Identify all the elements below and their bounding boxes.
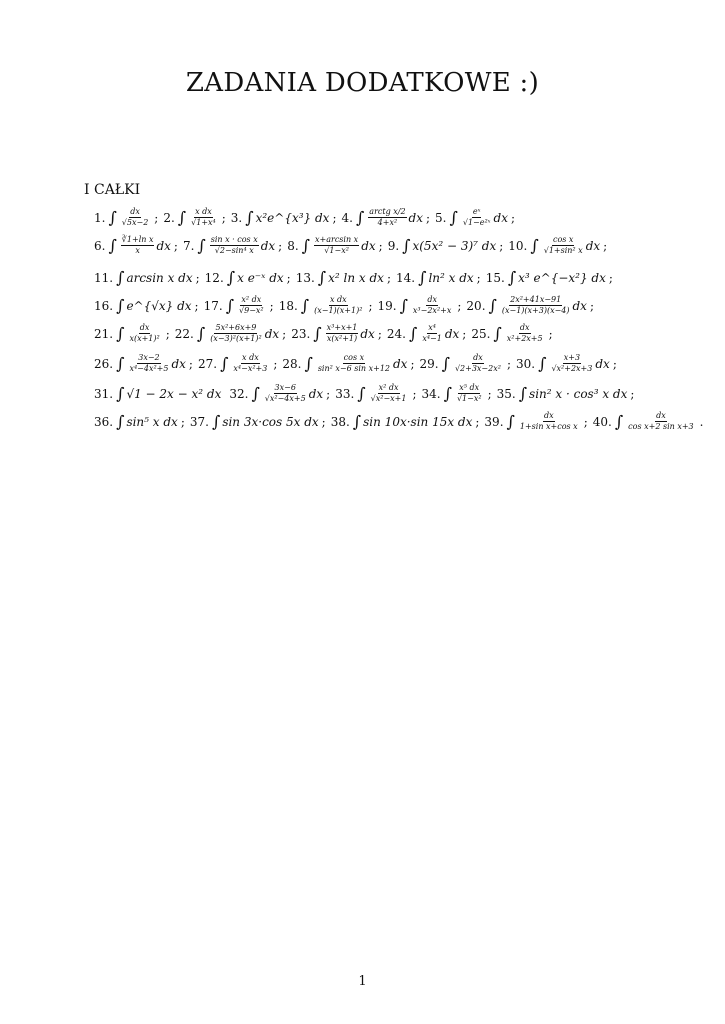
integral-problem [231, 208, 342, 227]
separator: ; [583, 414, 588, 429]
problem-number: 8. [287, 238, 299, 253]
integral-sign-icon: ∫ [506, 412, 515, 431]
numerator: dx [130, 207, 140, 216]
problem-number: 14. [396, 270, 416, 285]
problem-number: 15. [485, 270, 505, 285]
denominator: x⁴−x²+3 [233, 364, 268, 373]
fraction [238, 296, 265, 315]
numerator: 3x−6 [274, 383, 296, 392]
numerator: x² dx [241, 295, 262, 304]
separator: ; [410, 356, 415, 371]
numerator: x⁴ [428, 323, 436, 332]
problem-number: 35. [496, 386, 516, 401]
denominator: (x−1)(x+3)(x−4) [501, 306, 570, 315]
integrand: x(5x² − 3)⁷ dx [412, 238, 497, 253]
problem-number: 6. [94, 238, 106, 253]
problem-number: 27. [197, 356, 218, 371]
numerator: x dx [195, 207, 212, 216]
integral-problem [163, 208, 230, 227]
integral-problem [508, 236, 612, 255]
integral-problem [198, 354, 282, 373]
fraction [121, 208, 150, 227]
separator: ; [499, 238, 504, 253]
fraction [550, 354, 593, 373]
integral-problem [94, 268, 205, 287]
integrand: sin² x · cos³ x dx [529, 386, 628, 401]
differential: dx [444, 326, 460, 341]
integral-problem [94, 354, 198, 373]
numerator: dx [139, 323, 150, 332]
separator: ; [269, 298, 274, 313]
integral-sign-icon: ∫ [116, 324, 125, 343]
separator: ; [154, 210, 159, 225]
numerator: dx [473, 353, 483, 362]
denominator: √5x−2 [121, 218, 149, 227]
fraction [313, 296, 363, 315]
fraction [454, 354, 502, 373]
separator: ; [426, 210, 431, 225]
separator: ; [368, 298, 373, 313]
integrand: sin 3x·cos 5x dx [222, 414, 319, 429]
fraction [370, 384, 408, 403]
differential: dx [408, 210, 423, 225]
fraction [462, 208, 492, 227]
integral-sign-icon: ∫ [507, 268, 517, 287]
problem-number: 36. [94, 414, 114, 429]
page-number: 1 [358, 974, 367, 989]
integral-problem [342, 208, 436, 227]
denominator: √x²−x+1 [370, 394, 407, 403]
fraction [121, 236, 155, 255]
fraction [326, 324, 359, 343]
separator: ; [506, 356, 511, 371]
problem-number: 28. [282, 356, 302, 371]
problem-number: 1. [94, 210, 106, 225]
integral-problem [466, 296, 599, 315]
problem-number: 7. [182, 238, 195, 253]
integral-problem [471, 324, 557, 343]
problem-number: 16. [94, 298, 114, 313]
denominator: √1−x² [324, 246, 349, 255]
integrand: e^{√x} dx [126, 298, 192, 313]
integral-sign-icon: ∫ [530, 236, 539, 255]
separator: ; [221, 210, 226, 225]
integral-sign-icon: ∫ [352, 412, 362, 431]
problem-number: 10. [508, 238, 528, 253]
integral-sign-icon: ∫ [538, 354, 547, 373]
problem-number: 23. [291, 326, 311, 341]
separator: ; [475, 414, 480, 429]
integral-sign-icon: ∫ [304, 354, 313, 373]
problem-number: 18. [278, 298, 298, 313]
numerator: eˣ [472, 207, 481, 216]
denominator: √1−x² [456, 394, 482, 403]
integral-sign-icon: ∫ [418, 268, 427, 287]
numerator: dx [519, 323, 530, 332]
integral-problem [279, 296, 378, 315]
integrand: x²e^{x³} dx [255, 210, 330, 225]
numerator: sin x · cos x [210, 235, 258, 244]
numerator: arctg x/2 [369, 207, 406, 216]
integral-sign-icon: ∫ [108, 208, 117, 227]
denominator: √1+sin² x [543, 246, 583, 255]
integrand: x³ e^{−x²} dx [518, 270, 606, 285]
integral-sign-icon: ∫ [518, 384, 528, 403]
integrand: x e⁻ˣ dx [237, 270, 284, 285]
differential: dx [264, 326, 280, 341]
integral-problem [94, 384, 229, 403]
problem-number: 5. [435, 210, 447, 225]
integral-sign-icon: ∫ [408, 324, 418, 343]
integral-problem [387, 324, 471, 343]
separator: ; [510, 210, 516, 225]
denominator: √9−x² [239, 306, 264, 315]
separator: ; [487, 386, 492, 401]
integral-sign-icon: ∫ [313, 324, 322, 343]
integral-problem [183, 236, 287, 255]
integral-sign-icon: ∫ [225, 296, 235, 315]
integrand: sin 10x·sin 15x dx [363, 414, 473, 429]
integral-problem [296, 268, 396, 287]
differential: dx [360, 326, 375, 341]
problem-number: 3. [230, 210, 243, 225]
denominator: √1+x⁴ [191, 218, 216, 227]
denominator: x²+2x+5 [506, 334, 543, 343]
integrand: x² ln x dx [328, 270, 384, 285]
integral-sign-icon: ∫ [177, 208, 187, 227]
differential: dx [585, 238, 601, 253]
problem-number: 12. [204, 270, 224, 285]
fraction [421, 324, 443, 343]
integral-sign-icon: ∫ [300, 296, 310, 315]
differential: dx [393, 356, 408, 371]
separator: ; [589, 298, 594, 313]
separator: ; [273, 356, 278, 371]
denominator: 4+x² [377, 218, 398, 227]
denominator: sin² x−6 sin x+12 [317, 364, 390, 373]
fraction [627, 412, 694, 431]
integral-sign-icon: ∫ [197, 236, 206, 255]
differential: dx [156, 238, 171, 253]
integral-sign-icon: ∫ [108, 236, 117, 255]
integral-problem [94, 296, 204, 315]
problem-number: 22. [174, 326, 194, 341]
separator: ; [378, 238, 383, 253]
integral-problem [484, 412, 592, 431]
integral-sign-icon: ∫ [116, 296, 125, 315]
separator: ; [282, 326, 287, 341]
problem-number: 39. [484, 414, 504, 429]
numerator: dx [543, 411, 554, 420]
integral-sign-icon: ∫ [355, 208, 365, 227]
integral-problem [486, 268, 618, 287]
integral-problem [422, 384, 497, 403]
problem-line [94, 354, 622, 373]
integral-problem [282, 354, 419, 373]
integral-problem [94, 208, 163, 227]
denominator: cos x+2 sin x+3 [628, 422, 694, 431]
integral-problem [435, 208, 520, 227]
separator: ; [332, 210, 337, 225]
numerator: dx [656, 411, 666, 420]
numerator: x dx [242, 353, 259, 362]
problem-number: 24. [386, 326, 406, 341]
denominator: (x−1)(x+1)² [314, 306, 363, 315]
problem-line [94, 384, 639, 403]
fraction [456, 384, 483, 403]
problem-number: 19. [377, 298, 397, 313]
differential: dx [361, 238, 376, 253]
separator: ; [548, 326, 553, 341]
integral-sign-icon: ∫ [402, 236, 411, 255]
integral-sign-icon: ∫ [211, 412, 221, 431]
separator: ; [195, 270, 200, 285]
section-heading: I CAŁKI [84, 182, 141, 198]
problem-number: 32. [229, 386, 249, 401]
integral-problem [335, 384, 421, 403]
integral-problem [175, 324, 291, 343]
integral-sign-icon: ∫ [245, 208, 254, 227]
integral-problem [396, 268, 486, 287]
separator: ; [412, 386, 417, 401]
problem-number: 17. [203, 298, 223, 313]
fraction [317, 354, 391, 373]
integral-sign-icon: ∫ [493, 324, 502, 343]
numerator: x+3 [563, 353, 581, 362]
differential: dx [171, 356, 186, 371]
denominator: x⁴−4x²+5 [129, 364, 169, 373]
integral-problem [388, 236, 509, 255]
problem-number: 31. [94, 386, 114, 401]
fraction [519, 412, 579, 431]
differential: dx [572, 298, 587, 313]
integral-sign-icon: ∫ [443, 384, 452, 403]
integral-problem [377, 296, 466, 315]
integrand: sin⁵ x dx [126, 414, 178, 429]
problem-line [94, 208, 520, 227]
integral-sign-icon: ∫ [317, 268, 327, 287]
fraction [232, 354, 268, 373]
numerator: ∛1+ln x [121, 235, 154, 244]
denominator: (x−3)²(x+1)² [210, 334, 262, 343]
fraction [506, 324, 544, 343]
separator: ; [630, 386, 635, 401]
numerator: x dx [329, 295, 347, 304]
problem-line [94, 324, 558, 343]
fraction [368, 208, 406, 227]
separator: ; [278, 238, 283, 253]
separator: ; [386, 270, 391, 285]
integral-problem [190, 412, 331, 431]
problem-line [94, 268, 618, 287]
integral-problem [205, 268, 296, 287]
integral-sign-icon: ∫ [441, 354, 450, 373]
fraction [128, 324, 160, 343]
integral-sign-icon: ∫ [614, 412, 624, 431]
separator: ; [326, 386, 331, 401]
numerator: 2x²+41x−91 [510, 295, 562, 304]
problem-number: 20. [466, 298, 486, 313]
integral-sign-icon: ∫ [116, 384, 125, 403]
denominator: √x²−4x+5 [264, 394, 306, 403]
separator: ; [603, 238, 608, 253]
problem-number: 34. [421, 386, 441, 401]
integral-sign-icon: ∫ [116, 354, 125, 373]
integral-sign-icon: ∫ [399, 296, 408, 315]
problem-number: 29. [419, 356, 439, 371]
integral-problem [331, 412, 485, 431]
differential: dx [308, 386, 324, 401]
separator: ; [165, 326, 170, 341]
integrand: arcsin x dx [126, 270, 193, 285]
denominator: x³−2x²+x [412, 306, 452, 315]
denominator: √2+3x−2x² [454, 364, 501, 373]
numerator: cos x [552, 235, 574, 244]
integral-sign-icon: ∫ [251, 384, 260, 403]
integral-problem [516, 354, 622, 373]
separator: ; [608, 270, 613, 285]
separator: ; [476, 270, 481, 285]
integral-problem [229, 384, 335, 403]
problem-number: 37. [189, 414, 209, 429]
integral-problem [94, 412, 190, 431]
numerator: x³+x+1 [326, 323, 358, 332]
differential: dx [595, 356, 610, 371]
denominator: x(x+1)² [129, 334, 160, 343]
fraction [412, 296, 452, 315]
integral-problem [94, 324, 175, 343]
separator: . [699, 414, 704, 429]
fraction [543, 236, 584, 255]
problem-number: 30. [516, 356, 536, 371]
numerator: x⁵ dx [459, 383, 480, 392]
integral-sign-icon: ∫ [301, 236, 311, 255]
integral-sign-icon: ∫ [116, 268, 125, 287]
numerator: cos x [343, 353, 365, 362]
numerator: x+arcsin x [315, 235, 359, 244]
denominator: √2−sin⁴ x [214, 246, 254, 255]
integral-problem [204, 296, 279, 315]
problem-number: 2. [163, 210, 175, 225]
problem-number: 11. [94, 270, 114, 285]
problem-line [94, 236, 612, 255]
denominator: x [135, 246, 140, 255]
integral-problem [94, 236, 183, 255]
separator: ; [173, 238, 178, 253]
integrand: √1 − 2x − x² dx [126, 386, 222, 401]
fraction [190, 208, 217, 227]
document-title: ZADANIA DODATKOWE :) [185, 68, 540, 98]
problem-number: 26. [94, 356, 114, 371]
numerator: 3x−2 [138, 353, 160, 362]
integral-sign-icon: ∫ [357, 384, 366, 403]
integral-sign-icon: ∫ [116, 412, 125, 431]
fraction [128, 354, 169, 373]
fraction [314, 236, 359, 255]
denominator: x⁴−1 [422, 334, 442, 343]
fraction [210, 236, 259, 255]
integral-problem [291, 324, 387, 343]
separator: ; [462, 326, 467, 341]
problem-number: 21. [94, 326, 114, 341]
separator: ; [612, 356, 617, 371]
integral-sign-icon: ∫ [488, 296, 497, 315]
fraction [209, 324, 263, 343]
integral-sign-icon: ∫ [196, 324, 206, 343]
denominator: x(x²+1) [326, 334, 358, 343]
integral-sign-icon: ∫ [449, 208, 458, 227]
integrand: ln² x dx [428, 270, 474, 285]
problem-number: 25. [471, 326, 491, 341]
integral-problem [420, 354, 517, 373]
denominator: √1−e²ˣ [462, 218, 491, 227]
problem-line [94, 412, 708, 431]
integral-sign-icon: ∫ [226, 268, 236, 287]
differential: dx [493, 210, 508, 225]
separator: ; [194, 298, 199, 313]
denominator: 1+sin x+cos x [519, 422, 578, 431]
problem-number: 4. [341, 210, 353, 225]
separator: ; [286, 270, 291, 285]
numerator: dx [427, 295, 437, 304]
differential: dx [260, 238, 276, 253]
integral-problem [497, 384, 640, 403]
problem-line [94, 296, 599, 315]
separator: ; [321, 414, 326, 429]
problem-number: 33. [335, 386, 355, 401]
separator: ; [457, 298, 462, 313]
problem-number: 9. [387, 238, 400, 253]
integral-problem [287, 236, 387, 255]
separator: ; [188, 356, 193, 371]
problem-number: 40. [592, 414, 612, 429]
numerator: x² dx [378, 383, 399, 392]
separator: ; [180, 414, 185, 429]
fraction [501, 296, 571, 315]
denominator: √x²+2x+3 [551, 364, 593, 373]
fraction [264, 384, 307, 403]
problem-number: 13. [295, 270, 315, 285]
problem-number: 38. [330, 414, 350, 429]
integral-problem [593, 412, 709, 431]
separator: ; [377, 326, 382, 341]
numerator: 5x²+6x+9 [215, 323, 257, 332]
integral-sign-icon: ∫ [220, 354, 229, 373]
